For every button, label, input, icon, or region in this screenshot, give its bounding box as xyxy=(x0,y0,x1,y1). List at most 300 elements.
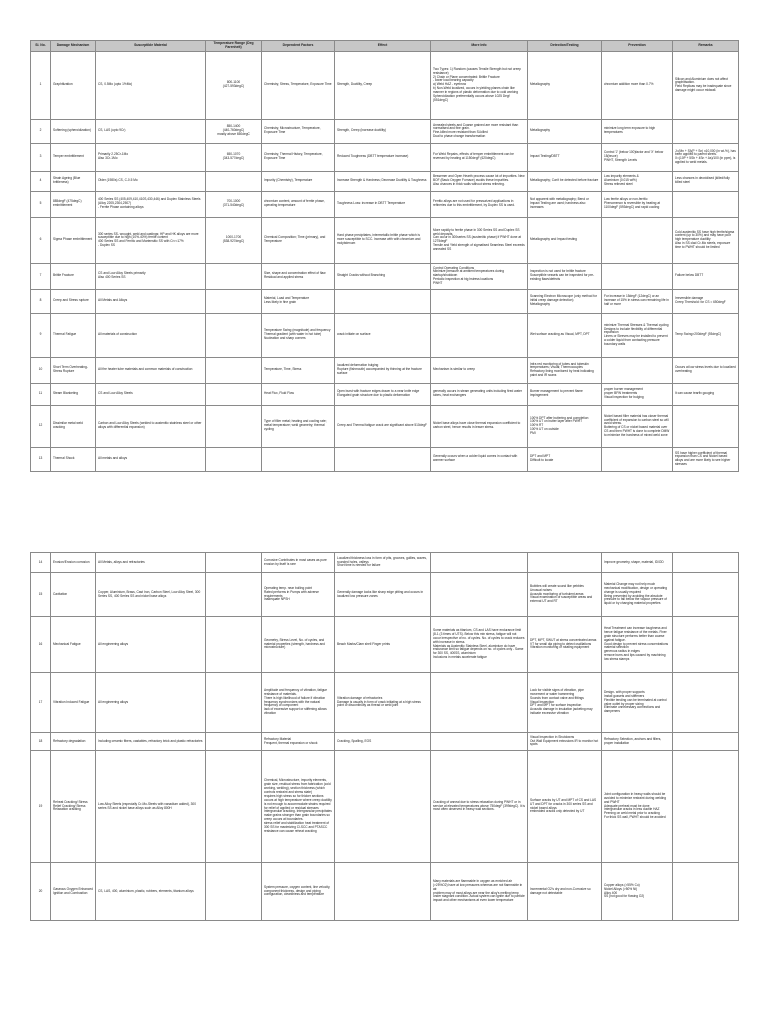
table-row xyxy=(31,357,739,383)
more-info-cell xyxy=(431,863,528,921)
detection-testing-cell xyxy=(528,289,602,313)
prevention-cell xyxy=(602,573,673,617)
prevention-cell xyxy=(602,263,673,289)
more-info-cell xyxy=(431,263,528,289)
prevention-text: proper burner management proper BFW treatments Visual inspection for bulging xyxy=(604,387,644,400)
prevention-cell xyxy=(602,617,673,673)
effect-cell xyxy=(335,357,431,383)
detection-testing-cell xyxy=(528,673,602,733)
detection-testing-text: 100% DPT after buttering and completion 100% UT on butter layer after PWHT 100% RT 100% UT on outside PMI xyxy=(530,415,589,436)
serial-number-cell xyxy=(31,553,51,573)
susceptible-material-cell xyxy=(96,733,206,751)
temperature-range-cell xyxy=(206,447,262,471)
susceptible-material-cell xyxy=(96,263,206,289)
susceptible-material-text: Copper, Aluminium, Brass, Cast Iron, Carbon Steel, Low Alloy Steel, 300 Series SS, 400 Series SS and nickel base alloys xyxy=(98,589,201,598)
temperature-range-cell xyxy=(206,263,262,289)
serial-number-text: 7 xyxy=(39,273,42,278)
temperature-range-cell xyxy=(206,553,262,573)
serial-number-text: 10 xyxy=(38,367,43,372)
damage-mechanism-text: Refractory degradation xyxy=(53,738,86,743)
serial-number-text: 14 xyxy=(38,559,43,564)
damage-mechanism-cell xyxy=(51,733,96,751)
detection-testing-cell xyxy=(528,357,602,383)
detection-testing-text: Metallography and Impact testing xyxy=(530,237,577,242)
effect-cell xyxy=(335,553,431,573)
effect-cell xyxy=(335,447,431,471)
detection-testing-cell xyxy=(528,383,602,405)
more-info-cell xyxy=(431,447,528,471)
dependent-factors-cell xyxy=(262,383,335,405)
susceptible-material-text: All engineering alloys xyxy=(98,641,129,646)
prevention-cell xyxy=(602,357,673,383)
prevention-text: chromium addition more than 0.7% xyxy=(604,82,654,87)
remarks-cell xyxy=(673,573,739,617)
temperature-range-cell xyxy=(206,733,262,751)
damage-mechanism-table-top xyxy=(30,40,739,472)
detection-testing-cell xyxy=(528,733,602,751)
susceptible-material-text: Older (1980s) CS, C-0.5 Mo xyxy=(98,178,138,183)
more-info-cell xyxy=(431,313,528,357)
remarks-cell xyxy=(673,119,739,143)
effect-text: Beach Marks/Clam shell Finger prints xyxy=(337,641,390,646)
dependent-factors-cell xyxy=(262,51,335,119)
dependent-factors-text: Type of filler metal; heating and cooling rate; metal temperature; weld geometry; thermal cycling xyxy=(264,419,327,432)
detection-testing-cell xyxy=(528,263,602,289)
prevention-cell xyxy=(602,447,673,471)
temperature-range-cell xyxy=(206,405,262,447)
effect-cell xyxy=(335,405,431,447)
susceptible-material-text: Primarily 2.25Cr-1Mo Also 3Cr-1Mo xyxy=(98,152,129,161)
dependent-factors-cell xyxy=(262,289,335,313)
more-info-text: generally occurs in steam generating units including fired water tubes, heat exchangers xyxy=(433,389,522,398)
damage-mechanism-cell xyxy=(51,263,96,289)
damage-mechanism-cell xyxy=(51,447,96,471)
remarks-cell xyxy=(673,51,739,119)
serial-number-cell xyxy=(31,447,51,471)
remarks-text: Less chances in deoxidised (killed/fully killed steel xyxy=(675,176,730,185)
damage-mechanism-text: Short Term Overheating- Stress Rupture xyxy=(53,365,88,374)
susceptible-material-text: All Metals and Alloys xyxy=(98,298,128,303)
detection-testing-cell xyxy=(528,553,602,573)
effect-cell xyxy=(335,751,431,863)
effect-cell xyxy=(335,143,431,171)
prevention-cell xyxy=(602,553,673,573)
serial-number-text: 12 xyxy=(38,423,43,428)
detection-testing-text: Impact Testing/DBTT xyxy=(530,154,560,159)
more-info-text: Bessemer and Open Hearth process cause lot of impurities. New BOF (Basic Oxygen Furnace) avoids these impurities. Also chances in thick walls without stress relieving. xyxy=(433,174,525,187)
serial-number-cell xyxy=(31,217,51,263)
effect-text: Reduced Toughness (DBTT temperature increase) xyxy=(337,154,409,159)
remarks-cell xyxy=(673,191,739,217)
detection-testing-text: Visual Inspection in Shutdowns Out Wall Equipment extrusions IR to monitor hot spots xyxy=(530,734,599,747)
column-header: Prevention xyxy=(602,41,673,52)
effect-cell xyxy=(335,863,431,921)
damage-mechanism-text: Gaseous Oxygen Enhanced Ignition and Combustion xyxy=(53,886,93,895)
remarks-text: Failure below DBTT xyxy=(675,273,704,278)
prevention-cell xyxy=(602,191,673,217)
detection-testing-text: Not apparent with metallography; Bend or Impact Testing are used; hardness also increases xyxy=(530,197,589,210)
effect-cell xyxy=(335,171,431,191)
serial-number-text: 20 xyxy=(38,888,43,893)
damage-mechanism-text: Creep and Stress rupture xyxy=(53,298,89,303)
prevention-text: minimize long term exposure to high temperatures xyxy=(604,126,656,135)
dependent-factors-cell xyxy=(262,171,335,191)
prevention-text: Nickel based filler material has closer thermal coefficient of expansion to carbon steel so will avoid stress. Buttering of CS or nickel based material over CS and then PWHT is done to complete DMW to minimize the hardness of mixed weld zone xyxy=(604,413,670,438)
table-row xyxy=(31,289,739,313)
temperature-range-cell xyxy=(206,51,262,119)
damage-mechanism-text: Vibration Induced Fatigue xyxy=(53,699,90,704)
susceptible-material-cell xyxy=(96,751,206,863)
serial-number-cell xyxy=(31,733,51,751)
prevention-cell xyxy=(602,733,673,751)
detection-testing-cell xyxy=(528,751,602,863)
detection-testing-cell xyxy=(528,617,602,673)
susceptible-material-cell xyxy=(96,357,206,383)
table-header-row xyxy=(31,41,739,52)
table-row xyxy=(31,673,739,733)
detection-testing-cell xyxy=(528,191,602,217)
serial-number-text: 6 xyxy=(39,237,42,242)
more-info-cell xyxy=(431,119,528,143)
serial-number-cell xyxy=(31,673,51,733)
temperature-range-text: 800-1100 (427-593degC) xyxy=(222,80,245,89)
effect-text: Generally damage looks like sharp edge pitting and occurs in localized low pressure zones xyxy=(337,589,424,598)
prevention-cell xyxy=(602,751,673,863)
damage-mechanism-cell xyxy=(51,217,96,263)
effect-cell xyxy=(335,673,431,733)
temperature-range-cell xyxy=(206,217,262,263)
dependent-factors-text: Chemical Composition; Time (primary), and Temperature xyxy=(264,235,326,244)
effect-cell xyxy=(335,217,431,263)
damage-mechanism-text: Strain Ageing (Blue brittleness) xyxy=(53,176,81,185)
column-header: Damage Mechanism xyxy=(51,41,96,52)
damage-mechanism-cell xyxy=(51,313,96,357)
dependent-factors-cell xyxy=(262,263,335,289)
susceptible-material-text: Including ceramic fibers, castables, refractory brick and plastic refractories xyxy=(98,738,203,743)
serial-number-cell xyxy=(31,383,51,405)
detection-testing-text: Metallography xyxy=(530,128,551,133)
susceptible-material-text: CS, LAS, 400, aluminium, plastic, rubbers, elements, titanium alloys xyxy=(98,888,194,893)
table-row xyxy=(31,217,739,263)
more-info-cell xyxy=(431,51,528,119)
damage-mechanism-text: Cavitation xyxy=(53,591,68,596)
dependent-factors-cell xyxy=(262,143,335,171)
remarks-text: Cold austenitic SS have high ferrite/sigma content (up to 30%) and may have poor high temperature ductility Also in SS clad Cr-Mo steels, exposure time to PWHT should be limited xyxy=(675,229,735,250)
damage-mechanism-cell xyxy=(51,673,96,733)
susceptible-material-text: All Metals, alloys and refractories xyxy=(98,559,145,564)
prevention-cell xyxy=(602,119,673,143)
dependent-factors-text: Impurity (Chemistry), Temperature xyxy=(264,178,313,183)
table-row xyxy=(31,263,739,289)
serial-number-text: 9 xyxy=(39,332,42,337)
susceptible-material-cell xyxy=(96,217,206,263)
damage-mechanism-text: Thermal Shock xyxy=(53,456,75,461)
damage-mechanism-cell xyxy=(51,191,96,217)
prevention-cell xyxy=(602,51,673,119)
dependent-factors-text: chromium content, amount of ferrite phase, operating temperature xyxy=(264,199,325,208)
dependent-factors-text: Operating temp. near boiling point Rated performs in Pumps with adverse requirements Inadequate NPSH xyxy=(264,585,319,602)
more-info-text: Mechanism is similar to creep xyxy=(433,367,475,372)
prevention-text: Low impurity elements & Aluminium (0.015 wt%) Stress relieved steel xyxy=(604,174,639,187)
dependent-factors-text: Temperature, Time, Stress xyxy=(264,367,302,372)
damage-mechanism-cell xyxy=(51,863,96,921)
dependent-factors-cell xyxy=(262,573,335,617)
serial-number-text: 19 xyxy=(38,803,43,808)
dependent-factors-cell xyxy=(262,191,335,217)
table-row xyxy=(31,751,739,863)
more-info-cell xyxy=(431,289,528,313)
more-info-cell xyxy=(431,143,528,171)
more-info-text: Nickel base alloys have close thermal expansion coefficient to carbon steel, hence results in lesser stress. xyxy=(433,421,521,430)
effect-text: Creep and Thermal fatigue crack are significant above 510degF xyxy=(337,423,427,428)
remarks-cell xyxy=(673,751,739,863)
temperature-range-cell xyxy=(206,289,262,313)
effect-cell xyxy=(335,119,431,143)
detection-testing-cell xyxy=(528,217,602,263)
more-info-text: For Weld Repairs, effects of temper embrittlement can be reversed by heating at 1150degF (620degC) xyxy=(433,152,514,161)
remarks-cell xyxy=(673,171,739,191)
dependent-factors-cell xyxy=(262,119,335,143)
prevention-text: Copper alloys (>55% Cu) Nickel Alloys (>50% Ni) Alloy 400 SS (not good for flowing O2) xyxy=(604,882,645,899)
more-info-cell xyxy=(431,573,528,617)
damage-mechanism-cell xyxy=(51,143,96,171)
damage-mechanism-cell xyxy=(51,383,96,405)
temperature-range-text: 850-1400 (440-760degC) mostly above 650degC xyxy=(217,124,250,137)
temperature-range-cell xyxy=(206,119,262,143)
remarks-cell xyxy=(673,863,739,921)
more-info-text: Some materials as titanium, CS and LAS have endurance limit (8-1 (3 times of UTS). Below this min stress, fatigue will not occur irrespective of no. of cycles. No. of cycles to crack reduces with increase in stress. Materials as Austenitic Stainless Steel, aluminium do have endurance limit so fatigue depends on no. of cycles only - Same for 300 SS, 400SS, aluminium Inclusions in metals accelerate fatigue xyxy=(433,627,525,660)
column-header: Susceptible Material xyxy=(96,41,206,52)
prevention-cell xyxy=(602,383,673,405)
more-info-text: More rapidly to ferrite phase in 300 Series SS and Duplex SS weld deposits. Can occur in 300series SS (austenitic phase) if PWHT done at 1275degF Tensile and Yield strength of sigmatised Seamless Steel exceeds annealed SS xyxy=(433,227,525,252)
more-info-cell xyxy=(431,751,528,863)
prevention-cell xyxy=(602,405,673,447)
serial-number-cell xyxy=(31,51,51,119)
dependent-factors-text: Chemistry, Stress, Temperature, Exposure Time xyxy=(264,82,332,87)
remarks-text: Irreversible damage Creep Threshold: for CS = 650degF xyxy=(675,296,726,305)
susceptible-material-text: All materials of construction xyxy=(98,332,137,337)
effect-text: Strength, Ductility, Creep xyxy=(337,82,373,87)
serial-number-text: 8 xyxy=(39,298,42,303)
detection-testing-cell xyxy=(528,143,602,171)
more-info-cell xyxy=(431,217,528,263)
dependent-factors-text: Material, Load and Temperature Less likely in fine grain xyxy=(264,296,310,305)
temperature-range-cell xyxy=(206,863,262,921)
more-info-cell xyxy=(431,405,528,447)
damage-mechanism-cell xyxy=(51,357,96,383)
susceptible-material-text: Carbon and Low Alloy Steels (welded to austenitic stainless steel or other alloys with differential expansion) xyxy=(98,421,202,430)
column-header: Dependent Factors xyxy=(262,41,335,52)
dependent-factors-cell xyxy=(262,673,335,733)
effect-cell xyxy=(335,263,431,289)
remarks-text: Silicon and Aluminium does not affect graphitisation. Field Replicas may be inadequate since damage might occur midwall. xyxy=(675,76,732,93)
more-info-text: Control Operating Conditions Minimize pressure at ambient temperatures during startup/shutdown Periodic inspection at hig hstress locations PWHT xyxy=(433,265,505,286)
table-row xyxy=(31,573,739,617)
serial-number-text: 2 xyxy=(39,128,42,133)
detection-testing-text: Metallography; Can't be detected before fracture xyxy=(530,178,599,183)
effect-text: Open burst with fracture edges drawn to a near knife edge Elongated grain structure due to plastic deformation xyxy=(337,389,420,398)
dependent-factors-cell xyxy=(262,313,335,357)
temperature-range-cell xyxy=(206,191,262,217)
damage-mechanism-cell xyxy=(51,119,96,143)
remarks-cell xyxy=(673,405,739,447)
dependent-factors-cell xyxy=(262,617,335,673)
table-row xyxy=(31,383,739,405)
temperature-range-text: 650-1070 (343-577degC) xyxy=(222,152,245,161)
prevention-text: Improve geometry, shape, material, ID/OD xyxy=(604,559,664,564)
detection-testing-text: Metallography xyxy=(530,82,551,87)
dependent-factors-text: Chemistry, Microstructure, Temperature, Exposure Time xyxy=(264,126,321,135)
prevention-cell xyxy=(602,313,673,357)
effect-text: Strength, Creep (increase ductility) xyxy=(337,128,387,133)
susceptible-material-cell xyxy=(96,289,206,313)
temperature-range-cell xyxy=(206,673,262,733)
prevention-text: Design- with proper supports Install gussets and stiffeners Flexible tending can be terminated at control valve outlet by proper sizing Eliminate unnecessary connections and dampeners xyxy=(604,689,667,714)
table-row xyxy=(31,405,739,447)
temperature-range-text: 700-1000 (371-540degC) xyxy=(222,199,245,208)
column-header: Remarks xyxy=(673,41,739,52)
dependent-factors-text: Amplitude and frequency of vibration, fatigue resistance of materials. There is high likelihood of failure if vibration frequency synchronizes with the natural frequency of component lack of excessive support or stiffening allows vibration xyxy=(264,687,328,716)
prevention-text: For increase in 15degF (12degC) or an increase of 15% in stress can remaining life in half or more xyxy=(604,294,669,307)
remarks-cell xyxy=(673,143,739,171)
dependent-factors-text: Size, shape and concentration effect of flaw Residual and applied stress xyxy=(264,271,326,280)
effect-cell xyxy=(335,383,431,405)
susceptible-material-text: All fire heater tube materials and common materials of construction xyxy=(98,367,193,372)
dependent-factors-text: Temperature Swing (magnitude) and frequency Thermal gradient (with water in hot tube) Nucleation and sharp corners xyxy=(264,328,331,341)
detection-testing-text: Look for visible signs of vibration, pipe movement or water hammering Sounds from contact valve and fittings Visual Inspection DPT and MPT for surface inspection Acoustic damage in insulation jacketing may indicate excessive vibration xyxy=(530,687,593,716)
effect-cell xyxy=(335,733,431,751)
susceptible-material-cell xyxy=(96,143,206,171)
detection-testing-cell xyxy=(528,171,602,191)
temperature-range-cell xyxy=(206,573,262,617)
dependent-factors-cell xyxy=(262,357,335,383)
table-row xyxy=(31,733,739,751)
effect-cell xyxy=(335,313,431,357)
remarks-cell xyxy=(673,263,739,289)
table-row xyxy=(31,863,739,921)
susceptible-material-text: 400 Series SS (405,409,410,410S,430,446) and Duplex Stainless Steels (Alloy 2205,2304,2507) - Ferrite Phase containing alloys xyxy=(98,197,201,210)
susceptible-material-text: All metals and alloys xyxy=(98,456,128,461)
detection-testing-text: Bubbles will create sound like pebbles Unusual noises Acoustic monitoring of turbulent areas Visual examination of susceptible areas and external UT and RT xyxy=(530,583,593,604)
detection-testing-text: Incremental O2's dry and non-Corrosive so damage not detectable xyxy=(530,886,591,895)
susceptible-material-cell xyxy=(96,191,206,217)
detection-testing-text: Infra red monitoring of tubes and tubeskin temperatures; Visual; Thermocouples Refractory lining monitored by heat indicating paint and IR scans xyxy=(530,361,594,378)
detection-testing-text: DPT and MPT Difficult to locate xyxy=(530,454,554,463)
effect-text: Toughness Loss: increase in DBTT Temperature xyxy=(337,201,406,206)
serial-number-cell xyxy=(31,617,51,673)
serial-number-cell xyxy=(31,171,51,191)
remarks-cell xyxy=(673,447,739,471)
serial-number-text: 11 xyxy=(38,391,43,396)
damage-mechanism-text: Mechanical Fatigue xyxy=(53,641,81,646)
susceptible-material-cell xyxy=(96,447,206,471)
more-info-text: Two Types: 1) Random (causes Tensile Strength but not creep resistance) 2) Chain or Plane concentrated: Brittle Fracture - lower load bearing capacity a) Weld HAZ - eyebrow b) Non-Weld localized, occurs in yielding planes chain like manner in regions of plastic deformation due to cold working Spheroidization preferentially occurs above 1025 Degf (551degC) xyxy=(433,66,521,102)
more-info-cell xyxy=(431,733,528,751)
susceptible-material-text: CS, 0.5Mo (upto 1%Mo) xyxy=(98,82,133,87)
susceptible-material-text: All engineering alloys xyxy=(98,699,129,704)
detection-testing-cell xyxy=(528,863,602,921)
prevention-cell xyxy=(602,673,673,733)
remarks-cell xyxy=(673,289,739,313)
serial-number-text: 17 xyxy=(38,699,43,704)
table-row xyxy=(31,119,739,143)
detection-testing-text: Burner management to prevent flame impingement xyxy=(530,389,583,398)
effect-cell xyxy=(335,191,431,217)
effect-text: crack initiate on surface xyxy=(337,332,371,337)
detection-testing-text: Scanning Electron Microscope (only method for initial creep damage detection) Metallography xyxy=(530,294,597,307)
damage-mechanism-text: Temper embrittlement xyxy=(53,154,84,159)
detection-testing-cell xyxy=(528,447,602,471)
more-info-cell xyxy=(431,171,528,191)
effect-text: Cracking, Spalling, EOS xyxy=(337,738,372,743)
table-row xyxy=(31,51,739,119)
temperature-range-cell xyxy=(206,357,262,383)
detection-testing-cell xyxy=(528,51,602,119)
table-row xyxy=(31,553,739,573)
detection-testing-text: DPT, MPT, SWUT at stress concentrated areas VT for small dia piping to detect oscillations Vibration monitoring of rotating equipment xyxy=(530,637,597,650)
damage-mechanism-text: Sigma Phase embrittlement xyxy=(53,237,93,242)
serial-number-cell xyxy=(31,289,51,313)
damage-mechanism-text: Reheat Cracking/ Stress Relief Cracking/ Stress Relaxation cracking xyxy=(53,799,88,812)
temperature-range-cell xyxy=(206,383,262,405)
remarks-cell xyxy=(673,617,739,673)
prevention-cell xyxy=(602,289,673,313)
temperature-range-cell xyxy=(206,313,262,357)
susceptible-material-cell xyxy=(96,553,206,573)
table-row xyxy=(31,447,739,471)
serial-number-cell xyxy=(31,357,51,383)
damage-mechanism-text: Brittle Fracture xyxy=(53,273,74,278)
more-info-text: Annealed steels and Coarse grained are more resistant than normalised and fine grain. Fine-killed more resistant than Si-killed Dual to phase change transformation xyxy=(433,122,519,139)
serial-number-cell xyxy=(31,263,51,289)
serial-number-text: 13 xyxy=(38,456,43,461)
dependent-factors-text: Chemical, Microstructure, impurity elements, grain size, residual stress from fabrication (cold working, welding), section thickness (which controls restraint and stress state) requires high stress so for thicker sections occurs at high temperature where creep ductility is not enough to accommodate strains required for relief of applied or residual stresses Intergranular cracking. Intergranular precipitates make grains stronger than grain boundaries so creep occurs at boundaries. stress relief and stabilization heat treatment of 300 SS for maximizing Cl-SCC and PTASCC resistance can cause reheat cracking xyxy=(264,778,332,833)
prevention-text: Low ferrite alloys or non-ferritic Phenomenon is reversible by heating at 1100degF (593degC) and rapid cooling xyxy=(604,197,660,210)
column-header: Temperature Range (Deg Farenheit) xyxy=(206,41,262,52)
serial-number-text: 4 xyxy=(39,178,42,183)
table-row xyxy=(31,171,739,191)
remarks-text: J=(Mn + Si)(P + Sn) x10,000 (in wt-%), has been applied to parent steels. X=(10P + 5Sb + 4Sn + As)/100 (in ppm), is applied to weld metals. xyxy=(675,148,736,165)
damage-mechanism-table-bottom xyxy=(30,552,739,921)
table-row xyxy=(31,617,739,673)
serial-number-cell xyxy=(31,143,51,171)
detection-testing-text: Wet surface cracking as Visual, MPT, DPT xyxy=(530,332,590,337)
remarks-cell xyxy=(673,357,739,383)
remarks-text: Temp Swing>200degF (93degC) xyxy=(675,332,721,337)
effect-text: Increase Strength & Hardness; Decrease Ductility & Toughness xyxy=(337,178,427,183)
serial-number-cell xyxy=(31,119,51,143)
damage-mechanism-text: Dissimilar metal weld cracking xyxy=(53,421,83,430)
prevention-cell xyxy=(602,143,673,171)
effect-text: Localized thickness loss in form of pits, grooves, gullies, waves, rounded holes, valleys Short time is needed for failure xyxy=(337,555,427,568)
remarks-cell xyxy=(673,217,739,263)
effect-text: Hard phase precipitates, intermetallic brittle phase which is more susceptible to SCC. Increase with with chromium and molybdenum xyxy=(337,233,421,246)
remarks-cell xyxy=(673,673,739,733)
damage-mechanism-cell xyxy=(51,573,96,617)
detection-testing-cell xyxy=(528,119,602,143)
more-info-cell xyxy=(431,553,528,573)
more-info-text: Cracking of anneal due to stress relaxation during PWHT or in service at elevated temperatures above 750degF (399degC). It is most often observed in heavy wall sections. xyxy=(433,799,525,812)
detection-testing-text: Inspection is not used for brittle fracture Susceptible vessels can be inspected for pre-existing flaws/defects xyxy=(530,269,595,282)
effect-text: localized deformation bulging Rupture (fishmouth) accompanied by thinning at the fracture surface xyxy=(337,363,422,376)
dependent-factors-text: Heat Flux, Fluid Flow xyxy=(264,391,294,396)
prevention-text: minimize Thermal Stresses & Thermal cycling Designs to include flexibility of differential expansion Liners or Sleeves may be installed to prevent a colder liquid from contacting pressure boundary walls xyxy=(604,322,669,347)
column-header: Effect xyxy=(335,41,431,52)
damage-mechanism-text: Softening (spheroidization) xyxy=(53,128,91,133)
remarks-cell xyxy=(673,553,739,573)
susceptible-material-text: CS, LAS (upto 9Cr) xyxy=(98,128,126,133)
serial-number-cell xyxy=(31,191,51,217)
